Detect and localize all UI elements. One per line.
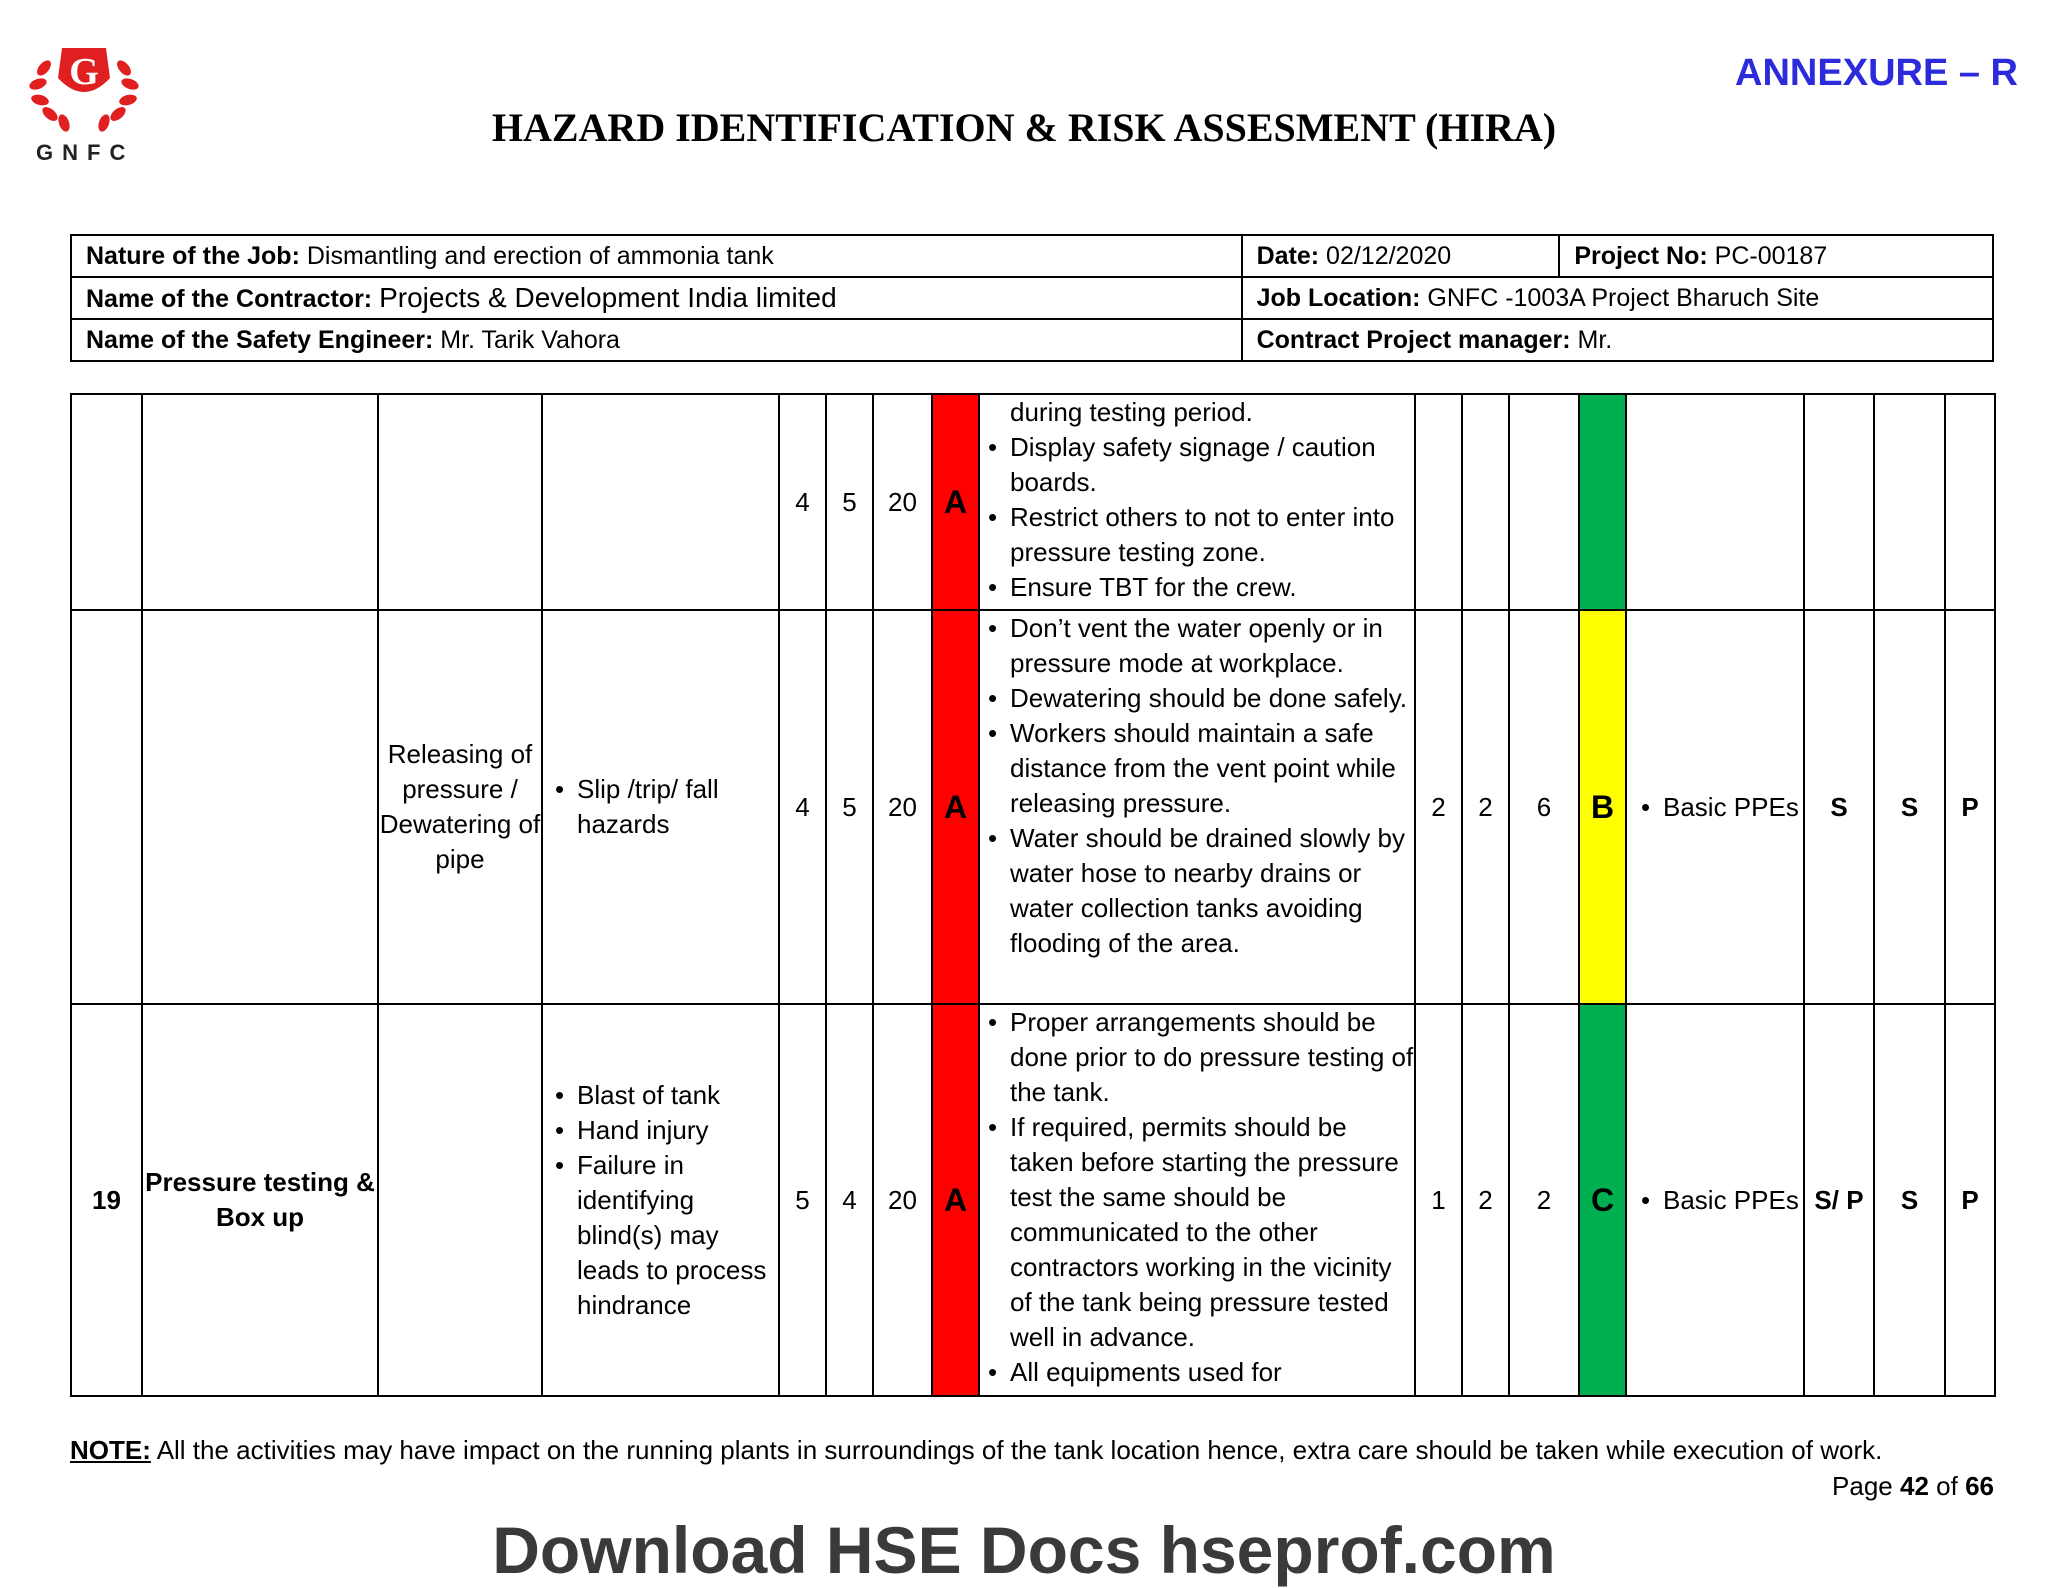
- risk-category-cell: A: [932, 394, 979, 610]
- list-item: • Don’t vent the water openly or in pressure mode at workplace.: [980, 611, 1414, 681]
- residual-severity-cell: 2: [1462, 610, 1509, 1004]
- job-location: Job Location: GNFC -1003A Project Bharuch Site: [1242, 277, 1993, 319]
- severity-cell: 4: [826, 1004, 873, 1396]
- responsibility-cell-3: [1945, 394, 1995, 610]
- list-item: • If required, permits should be taken before starting the pressure test the same should be communicated to the other contractors working in the vicinity of the tank being pressure tested well in advance.: [980, 1110, 1414, 1355]
- list-item: • Ensure TBT for the crew.: [980, 570, 1414, 605]
- residual-severity-cell: 2: [1462, 1004, 1509, 1396]
- residual-probability-cell: 1: [1415, 1004, 1462, 1396]
- note: [70, 1435, 1882, 1466]
- responsibility-cell-2: S: [1874, 610, 1945, 1004]
- ppe-cell: [1626, 1004, 1804, 1396]
- probability-cell: 5: [779, 1004, 826, 1396]
- hira-row: [71, 610, 1995, 1004]
- list-item: • Basic PPEs: [1633, 1183, 1803, 1218]
- page-number: Page 42 of 66: [1832, 1471, 1994, 1501]
- project-no: Project No: PC-00187: [1559, 235, 1993, 277]
- page-title: HAZARD IDENTIFICATION & RISK ASSESMENT (HIRA): [491, 105, 1557, 150]
- logo-letter: G: [69, 51, 99, 93]
- hira-table: [70, 393, 1996, 1397]
- risk-category-cell: A: [932, 1004, 979, 1396]
- sl-no-cell: 19: [71, 1004, 142, 1396]
- severity-cell: 5: [826, 610, 873, 1004]
- probability-cell: 4: [779, 394, 826, 610]
- list-item: • Proper arrangements should be done prior to do pressure testing of the tank.: [980, 1005, 1414, 1110]
- residual-score-cell: [1509, 394, 1579, 610]
- residual-severity-cell: [1462, 394, 1509, 610]
- residual-score-cell: 6: [1509, 610, 1579, 1004]
- controls-cell: [979, 610, 1415, 1004]
- date: Date: 02/12/2020: [1242, 235, 1560, 277]
- hazards-cell: [542, 610, 779, 1004]
- responsibility-cell-1: S/ P: [1804, 1004, 1874, 1396]
- responsibility-cell-3: P: [1945, 1004, 1995, 1396]
- list-item: • Slip /trip/ fall hazards: [547, 772, 778, 842]
- residual-probability-cell: 2: [1415, 610, 1462, 1004]
- project-manager: Contract Project manager: Mr.: [1242, 319, 1993, 361]
- sl-no-cell: [71, 394, 142, 610]
- note-text: All the activities may have impact on the running plants in surroundings of the tank location hence, extra care should be taken while execution of work.: [156, 1435, 1883, 1465]
- note-label: NOTE:: [70, 1435, 151, 1465]
- list-item: • Dewatering should be done safely.: [980, 681, 1414, 716]
- list-item: during testing period.: [1010, 397, 1253, 427]
- residual-probability-cell: [1415, 394, 1462, 610]
- list-item: • Failure in identifying blind(s) may leads to process hindrance: [547, 1148, 778, 1323]
- hira-row: [71, 1004, 1995, 1396]
- controls-cell: [979, 1004, 1415, 1396]
- list-item: • Blast of tank: [547, 1078, 778, 1113]
- nature-of-job: Nature of the Job: Dismantling and erection of ammonia tank: [71, 235, 1242, 277]
- sl-no-cell: [71, 610, 142, 1004]
- probability-cell: 4: [779, 610, 826, 1004]
- list-item: • Workers should maintain a safe distance from the vent point while releasing pressure.: [980, 716, 1414, 821]
- responsibility-cell-3: P: [1945, 610, 1995, 1004]
- controls-cell: [979, 394, 1415, 610]
- responsibility-cell-1: S: [1804, 610, 1874, 1004]
- sub-activity-cell: Releasing of pressure / Dewatering of pipe: [378, 610, 542, 1004]
- footer-watermark: Download HSE Docs hseprof.com: [492, 1513, 1556, 1587]
- annexure-label: ANNEXURE – R: [1735, 52, 2018, 94]
- risk-score-cell: 20: [873, 610, 932, 1004]
- residual-score-cell: 2: [1509, 1004, 1579, 1396]
- list-item: • Display safety signage / caution boards.: [980, 430, 1414, 500]
- severity-cell: 5: [826, 394, 873, 610]
- residual-category-cell: [1579, 394, 1626, 610]
- ppe-cell: [1626, 610, 1804, 1004]
- hazards-cell: [542, 1004, 779, 1396]
- activity-cell: [142, 394, 378, 610]
- job-info-table: [70, 234, 1994, 362]
- responsibility-cell-1: [1804, 394, 1874, 610]
- list-item: • Basic PPEs: [1633, 790, 1803, 825]
- sub-activity-cell: [378, 394, 542, 610]
- logo-text: GNFC: [36, 140, 135, 165]
- list-item: • All equipments used for: [980, 1355, 1414, 1390]
- risk-score-cell: 20: [873, 394, 932, 610]
- hira-row: [71, 394, 1995, 610]
- hazards-cell: [542, 394, 779, 610]
- sub-activity-cell: [378, 1004, 542, 1396]
- residual-category-cell: B: [1579, 610, 1626, 1004]
- responsibility-cell-2: S: [1874, 1004, 1945, 1396]
- activity-cell: [142, 610, 378, 1004]
- risk-category-cell: A: [932, 610, 979, 1004]
- safety-engineer: Name of the Safety Engineer: Mr. Tarik Vahora: [71, 319, 1242, 361]
- contractor-name: Name of the Contractor: Projects & Development India limited: [71, 277, 1242, 319]
- list-item: • Water should be drained slowly by water hose to nearby drains or water collection tanks avoiding flooding of the area.: [980, 821, 1414, 961]
- ppe-cell: [1626, 394, 1804, 610]
- residual-category-cell: C: [1579, 1004, 1626, 1396]
- responsibility-cell-2: [1874, 394, 1945, 610]
- risk-score-cell: 20: [873, 1004, 932, 1396]
- activity-cell: Pressure testing & Box up: [142, 1004, 378, 1396]
- list-item: • Hand injury: [547, 1113, 778, 1148]
- list-item: • Restrict others to not to enter into pressure testing zone.: [980, 500, 1414, 570]
